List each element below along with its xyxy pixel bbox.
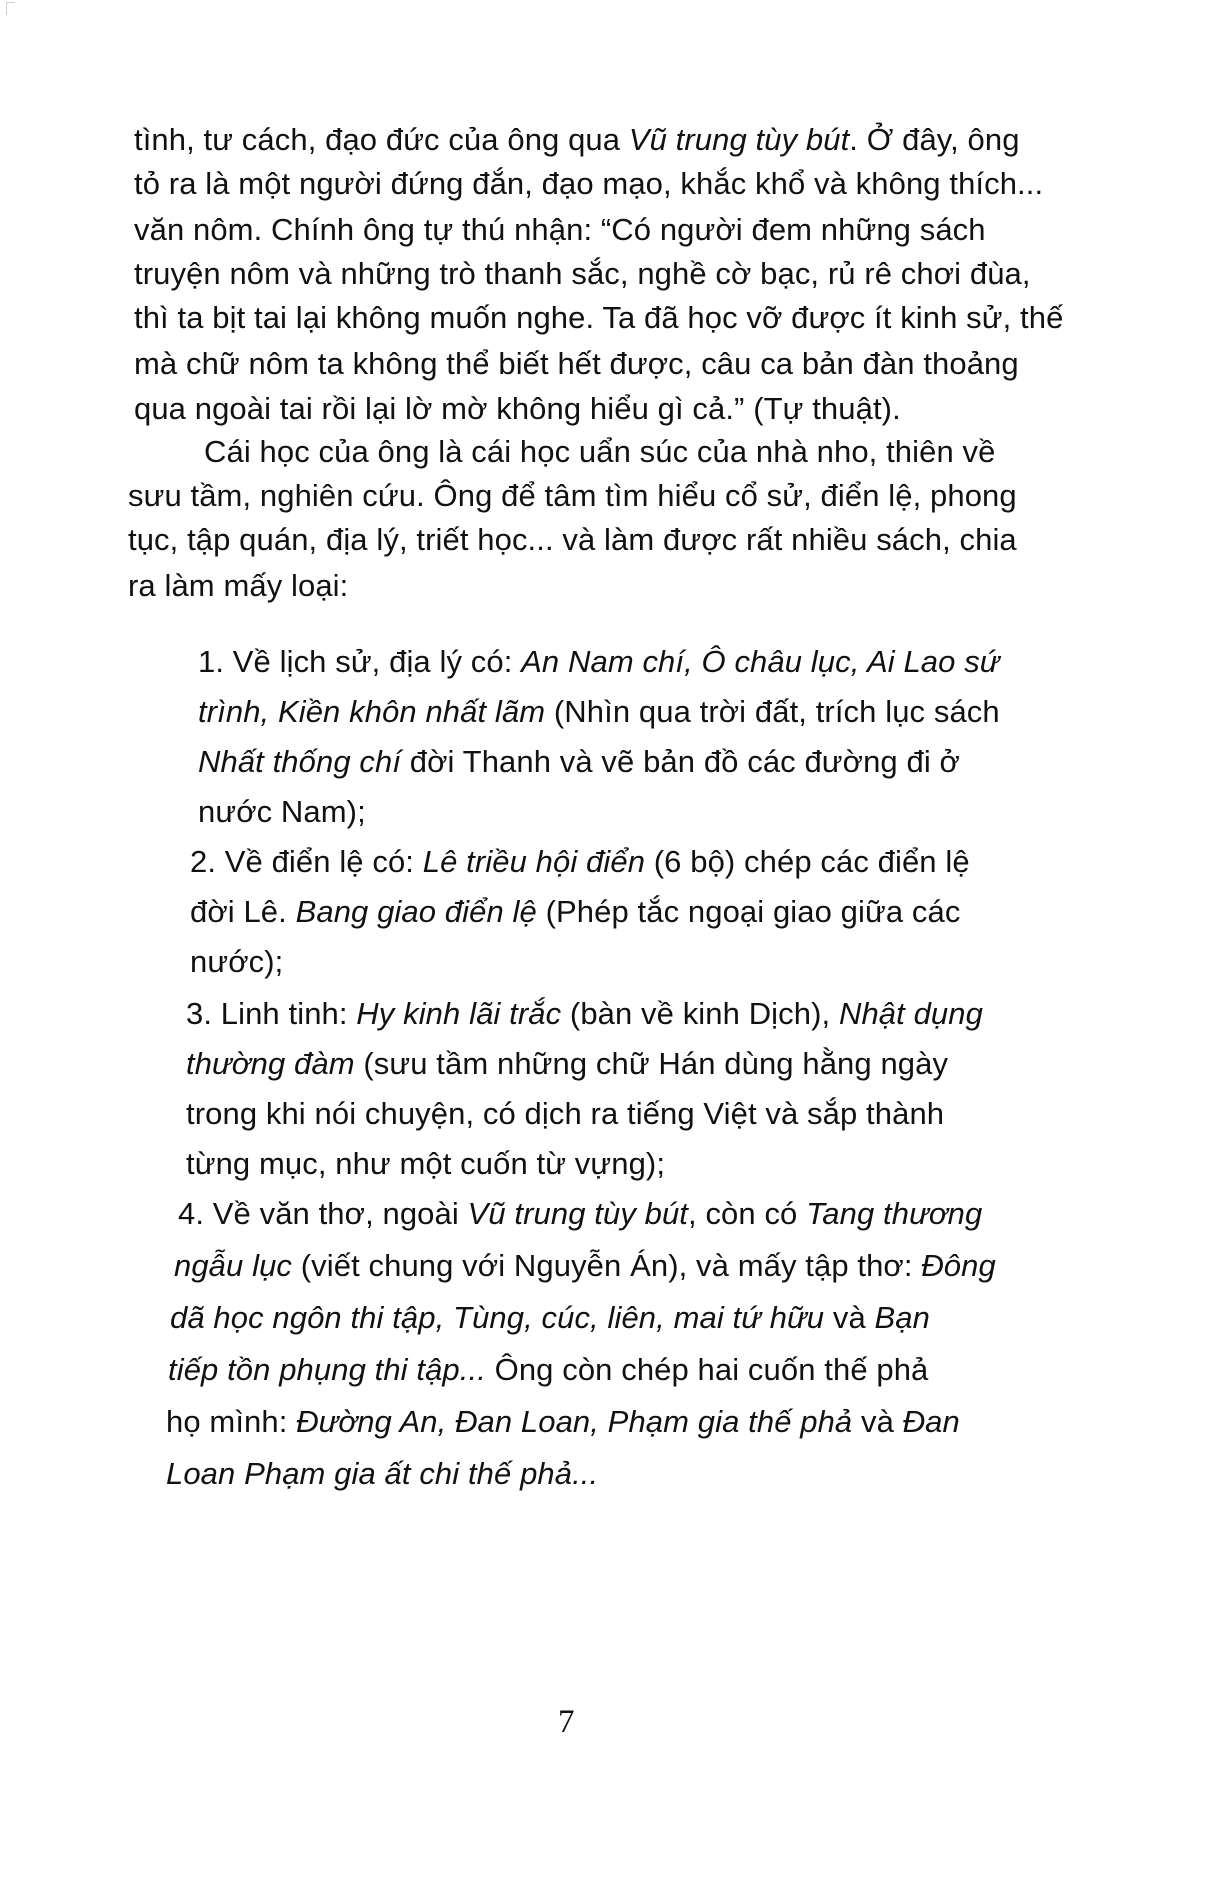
text-line	[198, 642, 1060, 682]
text-line	[186, 1144, 1060, 1184]
text-segment: sưu tầm, nghiên cứu. Ông để tâm tìm hiểu cổ sử, điển lệ, phong	[128, 478, 1017, 513]
italic-title-text: ngẫu lục	[174, 1248, 293, 1283]
text-line	[134, 164, 1074, 204]
text-line	[134, 298, 1074, 338]
text-line	[204, 432, 1074, 472]
italic-title-text: An Nam chí, Ô châu lục, Ai Lao sứ	[521, 644, 1000, 679]
text-segment: và	[852, 1404, 903, 1439]
text-segment: truyện nôm và những trò thanh sắc, nghề cờ bạc, rủ rê chơi đùa,	[134, 256, 1031, 291]
text-segment: (sưu tầm những chữ Hán dùng hằng ngày	[354, 1046, 949, 1081]
text-segment: tỏ ra là một người đứng đắn, đạo mạo, khắc khổ và không thích...	[134, 166, 1044, 201]
italic-title-text: Đông	[921, 1248, 996, 1283]
italic-title-text: Nhất thống chí	[198, 744, 402, 779]
text-line	[198, 692, 1060, 732]
italic-title-text: Lê triều hội điển	[422, 844, 646, 879]
text-segment: . Ở đây, ông	[849, 122, 1020, 157]
text-segment: Ông còn chép hai cuốn thế phả	[485, 1352, 929, 1387]
italic-title-text: dã học ngôn thi tập, Tùng, cúc, liên, mai tứ hữu	[170, 1300, 825, 1335]
text-line	[166, 1454, 1060, 1494]
italic-title-text: tiếp tồn phụng thi tập...	[168, 1352, 486, 1387]
text-segment: (6 bộ) chép các điển lệ	[645, 844, 970, 879]
text-segment: (viết chung với Nguyễn Án), và mấy tập thơ:	[292, 1248, 922, 1283]
text-line	[168, 1350, 1060, 1390]
text-segment: 2. Về điển lệ có:	[190, 844, 423, 879]
text-line	[186, 1094, 1060, 1134]
text-segment: mà chữ nôm ta không thể biết hết được, câu ca bản đàn thoảng	[134, 346, 1019, 381]
text-segment: tình, tư cách, đạo đức của ông qua	[134, 122, 629, 157]
page-number: 7	[558, 1704, 575, 1740]
text-segment: nước);	[190, 944, 284, 979]
text-segment: từng mục, như một cuốn từ vựng);	[186, 1146, 666, 1181]
text-segment: nước Nam);	[198, 794, 366, 829]
text-line	[198, 742, 1060, 782]
text-line	[134, 254, 1074, 294]
text-segment: họ mình:	[166, 1404, 297, 1439]
text-line	[128, 520, 1074, 560]
text-line	[178, 1194, 1060, 1234]
italic-title-text: Bạn	[874, 1300, 930, 1335]
text-segment: (Phép tắc ngoại giao giữa các	[536, 894, 961, 929]
text-line	[134, 344, 1074, 384]
text-segment: qua ngoài tai rồi lại lờ mờ không hiểu gì cả.” (Tự thuật).	[134, 391, 901, 426]
text-segment: Cái học của ông là cái học uẩn súc của nhà nho, thiên về	[204, 434, 996, 469]
text-line	[186, 1044, 1060, 1084]
italic-title-text: Vũ trung tùy bút	[467, 1196, 689, 1231]
text-line	[190, 942, 1060, 982]
text-segment: , còn có	[688, 1196, 807, 1231]
text-segment: 1. Về lịch sử, địa lý có:	[198, 644, 522, 679]
text-segment: trong khi nói chuyện, có dịch ra tiếng Việt và sắp thành	[186, 1096, 945, 1131]
italic-title-text: Bang giao điển lệ	[295, 894, 537, 929]
italic-title-text: Loan Phạm gia ất chi thế phả...	[166, 1456, 599, 1491]
italic-title-text: Hy kinh lãi trắc	[356, 996, 562, 1031]
italic-title-text: Vũ trung tùy bút	[628, 122, 850, 157]
italic-title-text: Đường An, Đan Loan, Phạm gia thế phả	[296, 1404, 853, 1439]
text-line	[174, 1246, 1060, 1286]
italic-title-text: thường đàm	[186, 1046, 355, 1081]
text-segment: 3. Linh tinh:	[186, 996, 357, 1031]
text-line	[198, 792, 1060, 832]
text-segment: và	[824, 1300, 875, 1335]
text-segment: đời Thanh và vẽ bản đồ các đường đi ở	[401, 744, 960, 779]
scan-corner-mark	[6, 2, 15, 15]
text-line	[190, 892, 1060, 932]
text-segment: 4. Về văn thơ, ngoài	[178, 1196, 468, 1231]
text-line	[170, 1298, 1060, 1338]
italic-title-text: Nhật dụng	[838, 996, 983, 1031]
text-segment: đời Lê.	[190, 894, 296, 929]
italic-title-text: Tang thương	[806, 1196, 983, 1231]
text-segment: tục, tập quán, địa lý, triết học... và làm được rất nhiều sách, chia	[128, 522, 1017, 557]
text-line	[166, 1402, 1060, 1442]
text-line	[134, 120, 1074, 160]
text-line	[190, 842, 1060, 882]
text-segment: văn nôm. Chính ông tự thú nhận: “Có người đem những sách	[134, 212, 986, 247]
text-segment: thì ta bịt tai lại không muốn nghe. Ta đã học vỡ được ít kinh sử, thế	[134, 300, 1064, 335]
text-line	[128, 566, 1074, 606]
text-line	[134, 389, 1074, 429]
text-segment: (Nhìn qua trời đất, trích lục sách	[545, 694, 1000, 729]
text-line	[186, 994, 1060, 1034]
italic-title-text: trình, Kiền khôn nhất lãm	[198, 694, 546, 729]
text-segment: (bàn về kinh Dịch),	[561, 996, 839, 1031]
text-line	[134, 210, 1074, 250]
italic-title-text: Đan	[902, 1404, 960, 1439]
text-segment: ra làm mấy loại:	[128, 568, 349, 603]
text-line	[128, 476, 1074, 516]
